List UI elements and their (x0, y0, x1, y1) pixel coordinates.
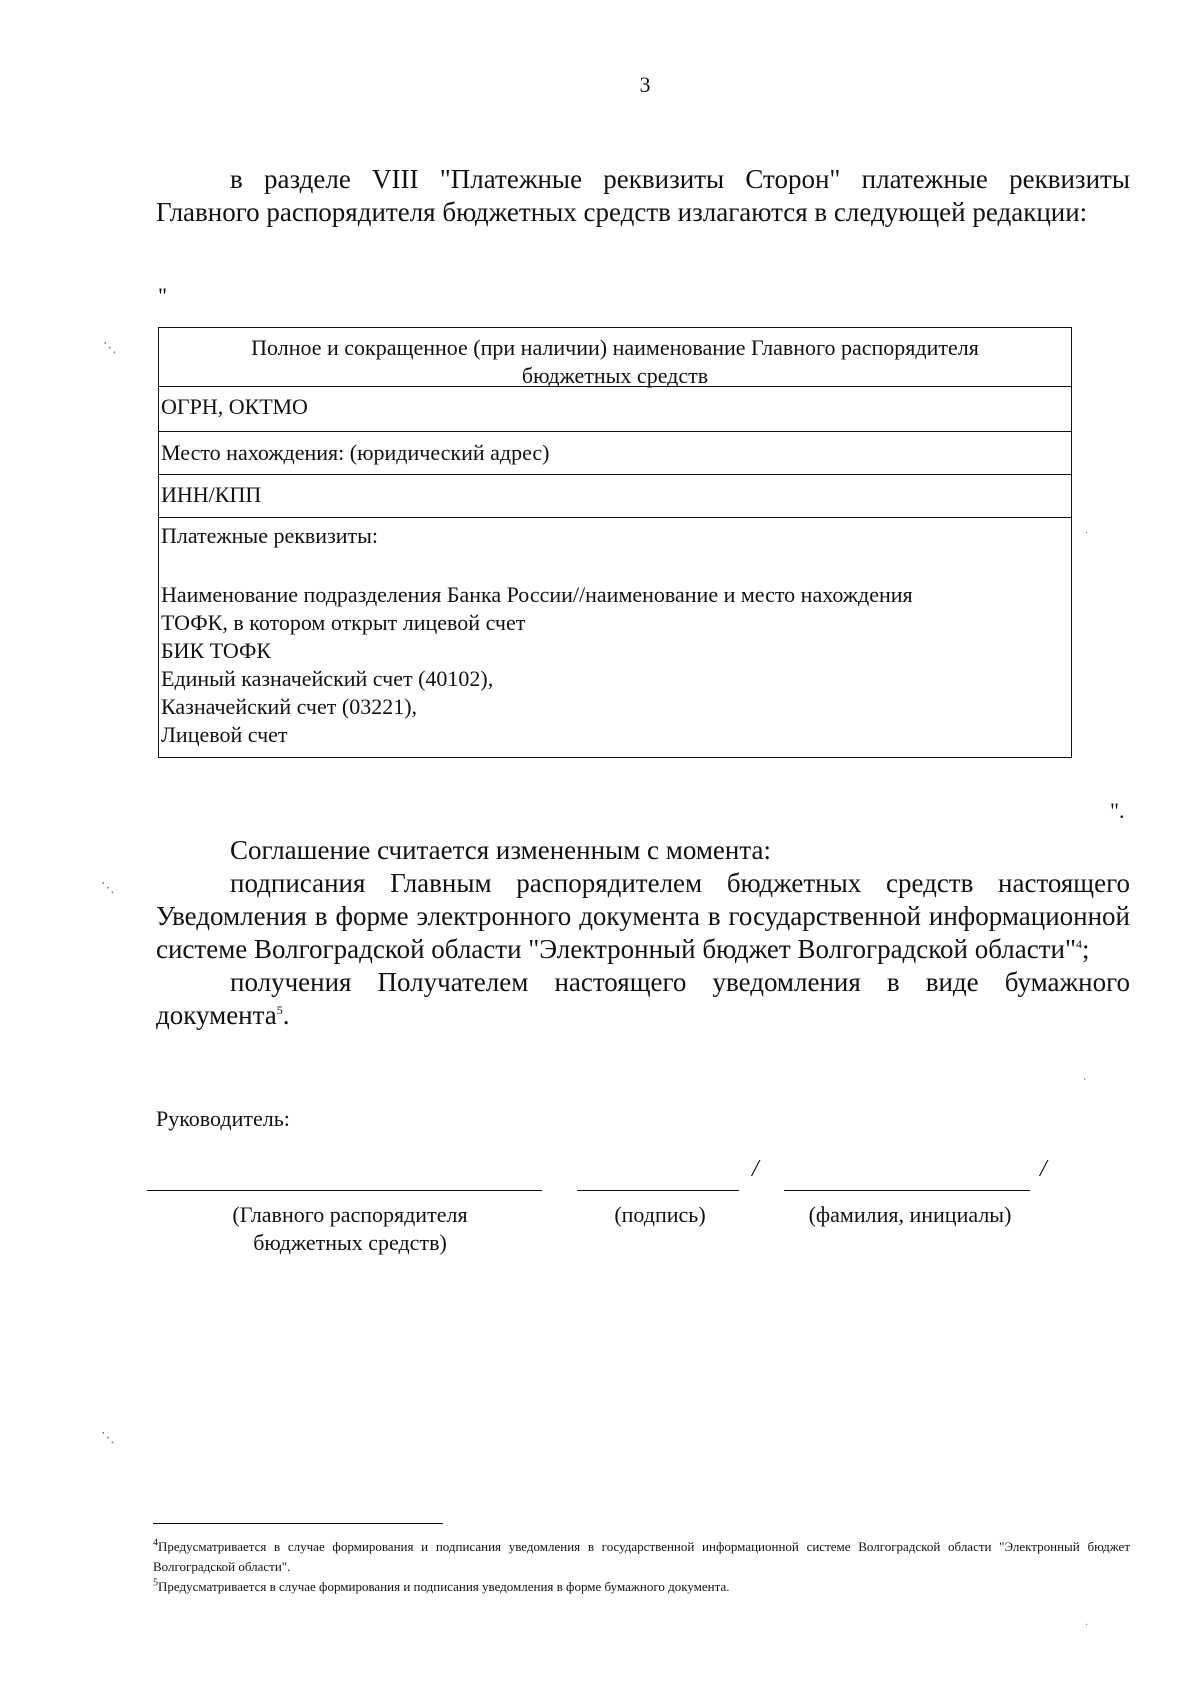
address-cell: Место нахождения: (юридический адрес) (159, 431, 1071, 474)
payment-details-title: Платежные реквизиты: (161, 523, 379, 548)
inn-kpp-cell: ИНН/КПП (159, 474, 1071, 517)
agreement-item-2-text: получения Получателем настоящего уведомления в виде бумажного документа (156, 967, 1130, 1030)
payment-line: Единый казначейский счет (40102), (161, 666, 494, 691)
name-line (784, 1190, 1030, 1191)
agreement-block (156, 834, 1130, 1032)
payment-line: ТОФК, в котором открыт лицевой счет (161, 610, 526, 635)
scan-speck: · (1083, 1075, 1087, 1086)
payment-line: Наименование подразделения Банка России//наименование и место нахождения (161, 582, 913, 607)
footnote-5 (153, 1577, 1130, 1597)
caption-signature: (подпись) (614, 1202, 706, 1227)
footnote-text: Предусматривается в случае формирования и подписания уведомления в государственной информационной системе Волгоградской области "Электронный бюджет Волгоградской области". (153, 1539, 1130, 1574)
footnote-number: 5 (153, 1577, 158, 1589)
separator-slash: / (1040, 1156, 1047, 1182)
payment-line: БИК ТОФК (161, 638, 272, 663)
agreement-lead: Соглашение считается измененным с момента: (230, 835, 771, 865)
caption-name: (фамилия, инициалы) (808, 1202, 1012, 1227)
agreement-item-1 (156, 867, 1130, 966)
opening-quote: " (158, 283, 167, 308)
agreement-item-1-end: ; (1082, 934, 1090, 964)
signer-label: Руководитель: (156, 1106, 290, 1131)
caption-position: (Главного распорядителя бюджетных средств) (232, 1202, 468, 1255)
ogrn-oktmo-cell: ОГРН, ОКТМО (159, 386, 1071, 431)
payment-details-cell (159, 517, 1071, 757)
scan-speck: · (1085, 528, 1089, 539)
payment-line: Казначейский счет (03221), (161, 694, 418, 719)
separator-slash: / (752, 1156, 759, 1182)
requisites-table (158, 327, 1072, 758)
footnote-divider (153, 1523, 443, 1524)
footnote-ref-5: 5 (276, 1003, 283, 1017)
page-number: 3 (639, 72, 651, 97)
scan-speck: ⋱ (101, 1430, 115, 1446)
footnote-4 (153, 1537, 1130, 1577)
footnote-text: Предусматривается в случае формирования и подписания уведомления в форме бумажного документа. (158, 1579, 730, 1594)
position-line (147, 1190, 542, 1191)
agreement-item-2-end: . (282, 1000, 290, 1030)
scan-speck: ⋱ (101, 880, 115, 896)
table-header-cell: Полное и сокращенное (при наличии) наименование Главного распорядителя бюджетных средств (251, 335, 979, 388)
signature-line (577, 1190, 739, 1191)
footnote-number: 4 (153, 1537, 158, 1549)
agreement-item-2 (156, 966, 1130, 1032)
intro-paragraph: в разделе VIII "Платежные реквизиты Сторон" платежные реквизиты Главного распорядителя бюджетных средств излагаются в следующей редакции: (156, 164, 1130, 227)
footnotes (153, 1537, 1130, 1597)
footnote-ref-4: 4 (1076, 937, 1082, 951)
scan-speck: · (1085, 1620, 1089, 1631)
closing-quote: ". (1110, 798, 1125, 823)
scan-speck: ⋱ (103, 340, 117, 356)
payment-line: Лицевой счет (161, 722, 288, 747)
agreement-item-1-text: подписания Главным распорядителем бюджетных средств настоящего Уведомления в форме электронного документа в государственной информационной системе Волгоградской области "Электронный бюджет Волгоградской области" (156, 868, 1130, 964)
